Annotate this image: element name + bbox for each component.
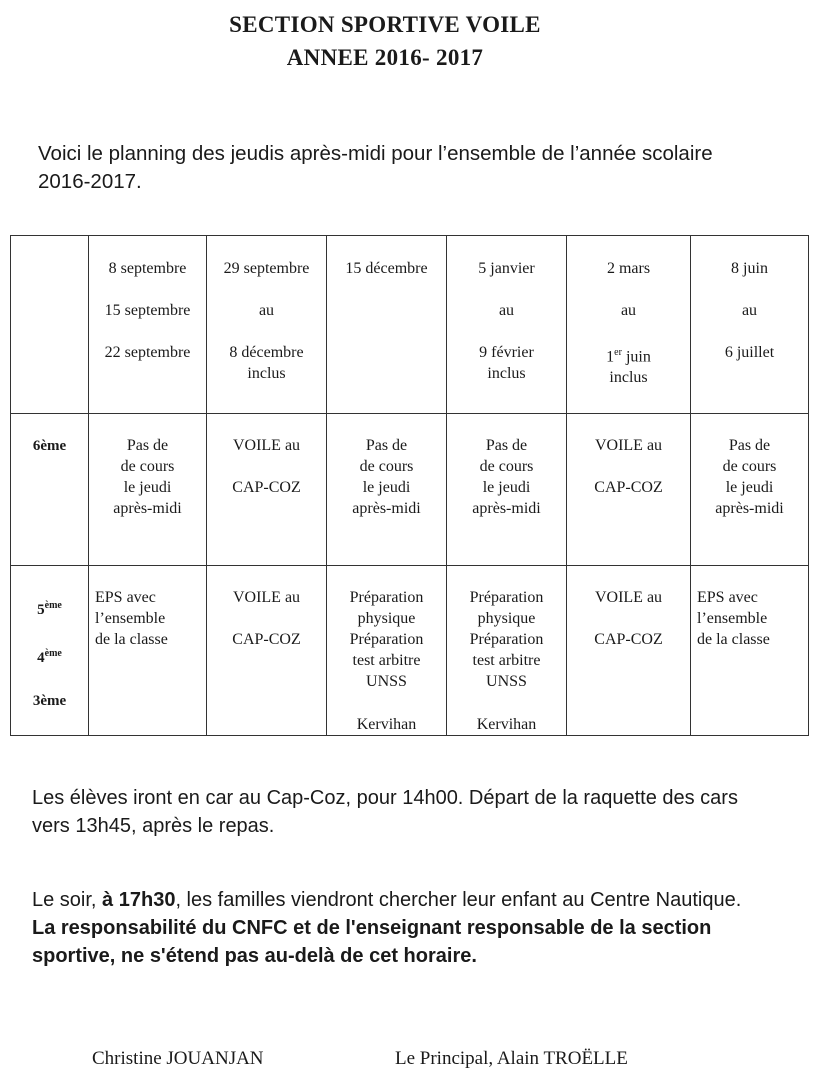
period-header-5: 2 mars au 1er juin inclus: [567, 236, 691, 414]
responsibility-notice: La responsabilité du CNFC et de l'enseignant responsable de la section sportive, ne s'étend pas au-delà de cet horaire.: [32, 917, 712, 967]
pickup-paragraph: Le soir, à 17h30, les familles viendront chercher leur enfant au Centre Nautique. La responsabilité du CNFC et de l'enseignant responsable de la section sportive, ne s'étend pas au-delà de cet horaire.: [32, 889, 742, 967]
cell-6eme-3: Pas de de cours le jeudi après-midi: [327, 414, 447, 566]
period-header-4: 5 janvier au 9 février inclus: [447, 236, 567, 414]
period-header-6: 8 juin au 6 juillet: [691, 236, 809, 414]
cell-6eme-5: VOILE au CAP-COZ: [567, 414, 691, 566]
cell-6eme-2: VOILE au CAP-COZ: [207, 414, 327, 566]
period-header-2: 29 septembre au 8 décembre inclus: [207, 236, 327, 414]
period-header-3: 15 décembre: [327, 236, 447, 414]
cell-543-2: VOILE au CAP-COZ: [207, 566, 327, 736]
document-title: SECTION SPORTIVE VOILE: [229, 12, 541, 37]
cell-6eme-1: Pas de de cours le jeudi après-midi: [89, 414, 207, 566]
cell-6eme-6: Pas de de cours le jeudi après-midi: [691, 414, 809, 566]
table-row-6eme: [11, 414, 809, 566]
document-year: ANNEE 2016- 2017: [286, 45, 484, 70]
schedule-table: [10, 235, 809, 736]
table-row-5-4-3eme: [11, 566, 809, 736]
table-header-row: [11, 236, 809, 414]
period-header-1: 8 septembre 15 septembre 22 septembre: [89, 236, 207, 414]
level-label-5-4-3eme: 5ème 4ème 3ème: [11, 566, 89, 736]
intro-text: Voici le planning des jeudis après-midi pour l’ensemble de l’année scolaire 2016-2017.: [38, 142, 713, 193]
signature-right: Le Principal, Alain TROËLLE: [395, 1048, 628, 1069]
cell-543-5: VOILE au CAP-COZ: [567, 566, 691, 736]
cell-543-6: EPS avec l’ensemble de la classe: [691, 566, 809, 736]
signature-left: Christine JOUANJAN: [92, 1048, 264, 1069]
cell-543-4: Préparation physique Préparation test arbitre UNSS Kervihan: [447, 566, 567, 736]
cell-6eme-4: Pas de de cours le jeudi après-midi: [447, 414, 567, 566]
cell-543-1: EPS avec l’ensemble de la classe: [89, 566, 207, 736]
transport-paragraph: Les élèves iront en car au Cap-Coz, pour 14h00. Départ de la raquette des cars vers 13h45, après le repas.: [32, 787, 738, 837]
table-corner-cell: [11, 236, 89, 414]
cell-543-3: Préparation physique Préparation test arbitre UNSS Kervihan: [327, 566, 447, 736]
level-label-6eme: 6ème: [11, 414, 89, 566]
